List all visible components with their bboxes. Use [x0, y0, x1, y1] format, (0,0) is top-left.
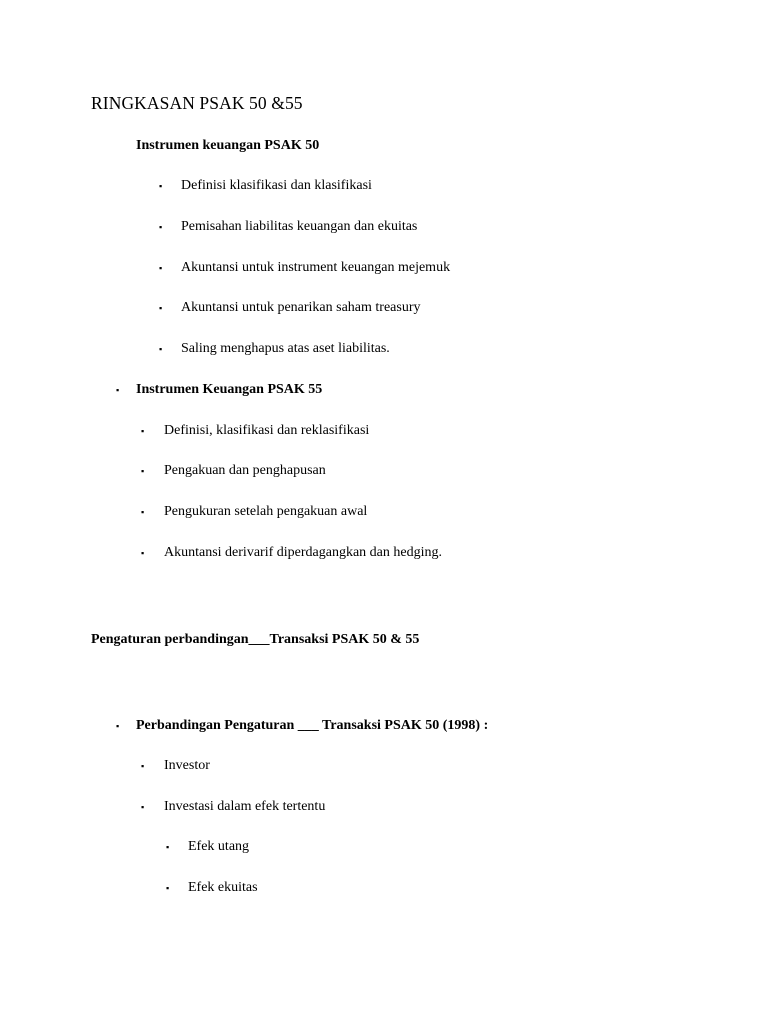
section-heading-comparison: Pengaturan perbandingan___Transaksi PSAK 50 & 55	[91, 632, 420, 647]
bullet-icon: ▪	[159, 303, 163, 313]
list-item: Akuntansi derivarif diperdagangkan dan hedging.	[164, 545, 442, 560]
bullet-icon: ▪	[159, 181, 163, 191]
list-item: Definisi, klasifikasi dan reklasifikasi	[164, 423, 370, 438]
bullet-icon: ▪	[166, 883, 170, 893]
bullet-icon: ▪	[141, 466, 145, 476]
bullet-icon: ▪	[116, 385, 120, 395]
list-item: Saling menghapus atas aset liabilitas.	[181, 341, 390, 356]
list-item: Investor	[164, 758, 210, 773]
bullet-icon: ▪	[141, 548, 145, 558]
bullet-icon: ▪	[141, 802, 145, 812]
bullet-icon: ▪	[141, 507, 145, 517]
list-item: Akuntansi untuk instrument keuangan mejemuk	[181, 260, 451, 275]
list-item: Akuntansi untuk penarikan saham treasury	[181, 300, 421, 315]
list-item: Pengakuan dan penghapusan	[164, 463, 326, 478]
list-item: Efek utang	[188, 839, 250, 854]
bullet-icon: ▪	[166, 842, 170, 852]
bullet-icon: ▪	[159, 344, 163, 354]
list-item: Definisi klasifikasi dan klasifikasi	[181, 178, 372, 193]
bullet-icon: ▪	[159, 222, 163, 232]
list-item: Pemisahan liabilitas keuangan dan ekuitas	[181, 219, 418, 234]
list-item: Pengukuran setelah pengakuan awal	[164, 504, 368, 519]
subheading-comparison-1998: Perbandingan Pengaturan ___ Transaksi PSAK 50 (1998) :	[136, 718, 489, 733]
section-heading-psak-50: Instrumen keuangan PSAK 50	[136, 138, 320, 153]
bullet-icon: ▪	[141, 761, 145, 771]
document-title: RINGKASAN PSAK 50 &55	[91, 93, 303, 113]
bullet-icon: ▪	[116, 721, 120, 731]
bullet-icon: ▪	[141, 426, 145, 436]
section-heading-psak-55: Instrumen Keuangan PSAK 55	[136, 382, 323, 397]
bullet-icon: ▪	[159, 263, 163, 273]
list-item: Efek ekuitas	[188, 880, 258, 895]
list-item: Investasi dalam efek tertentu	[164, 799, 326, 814]
